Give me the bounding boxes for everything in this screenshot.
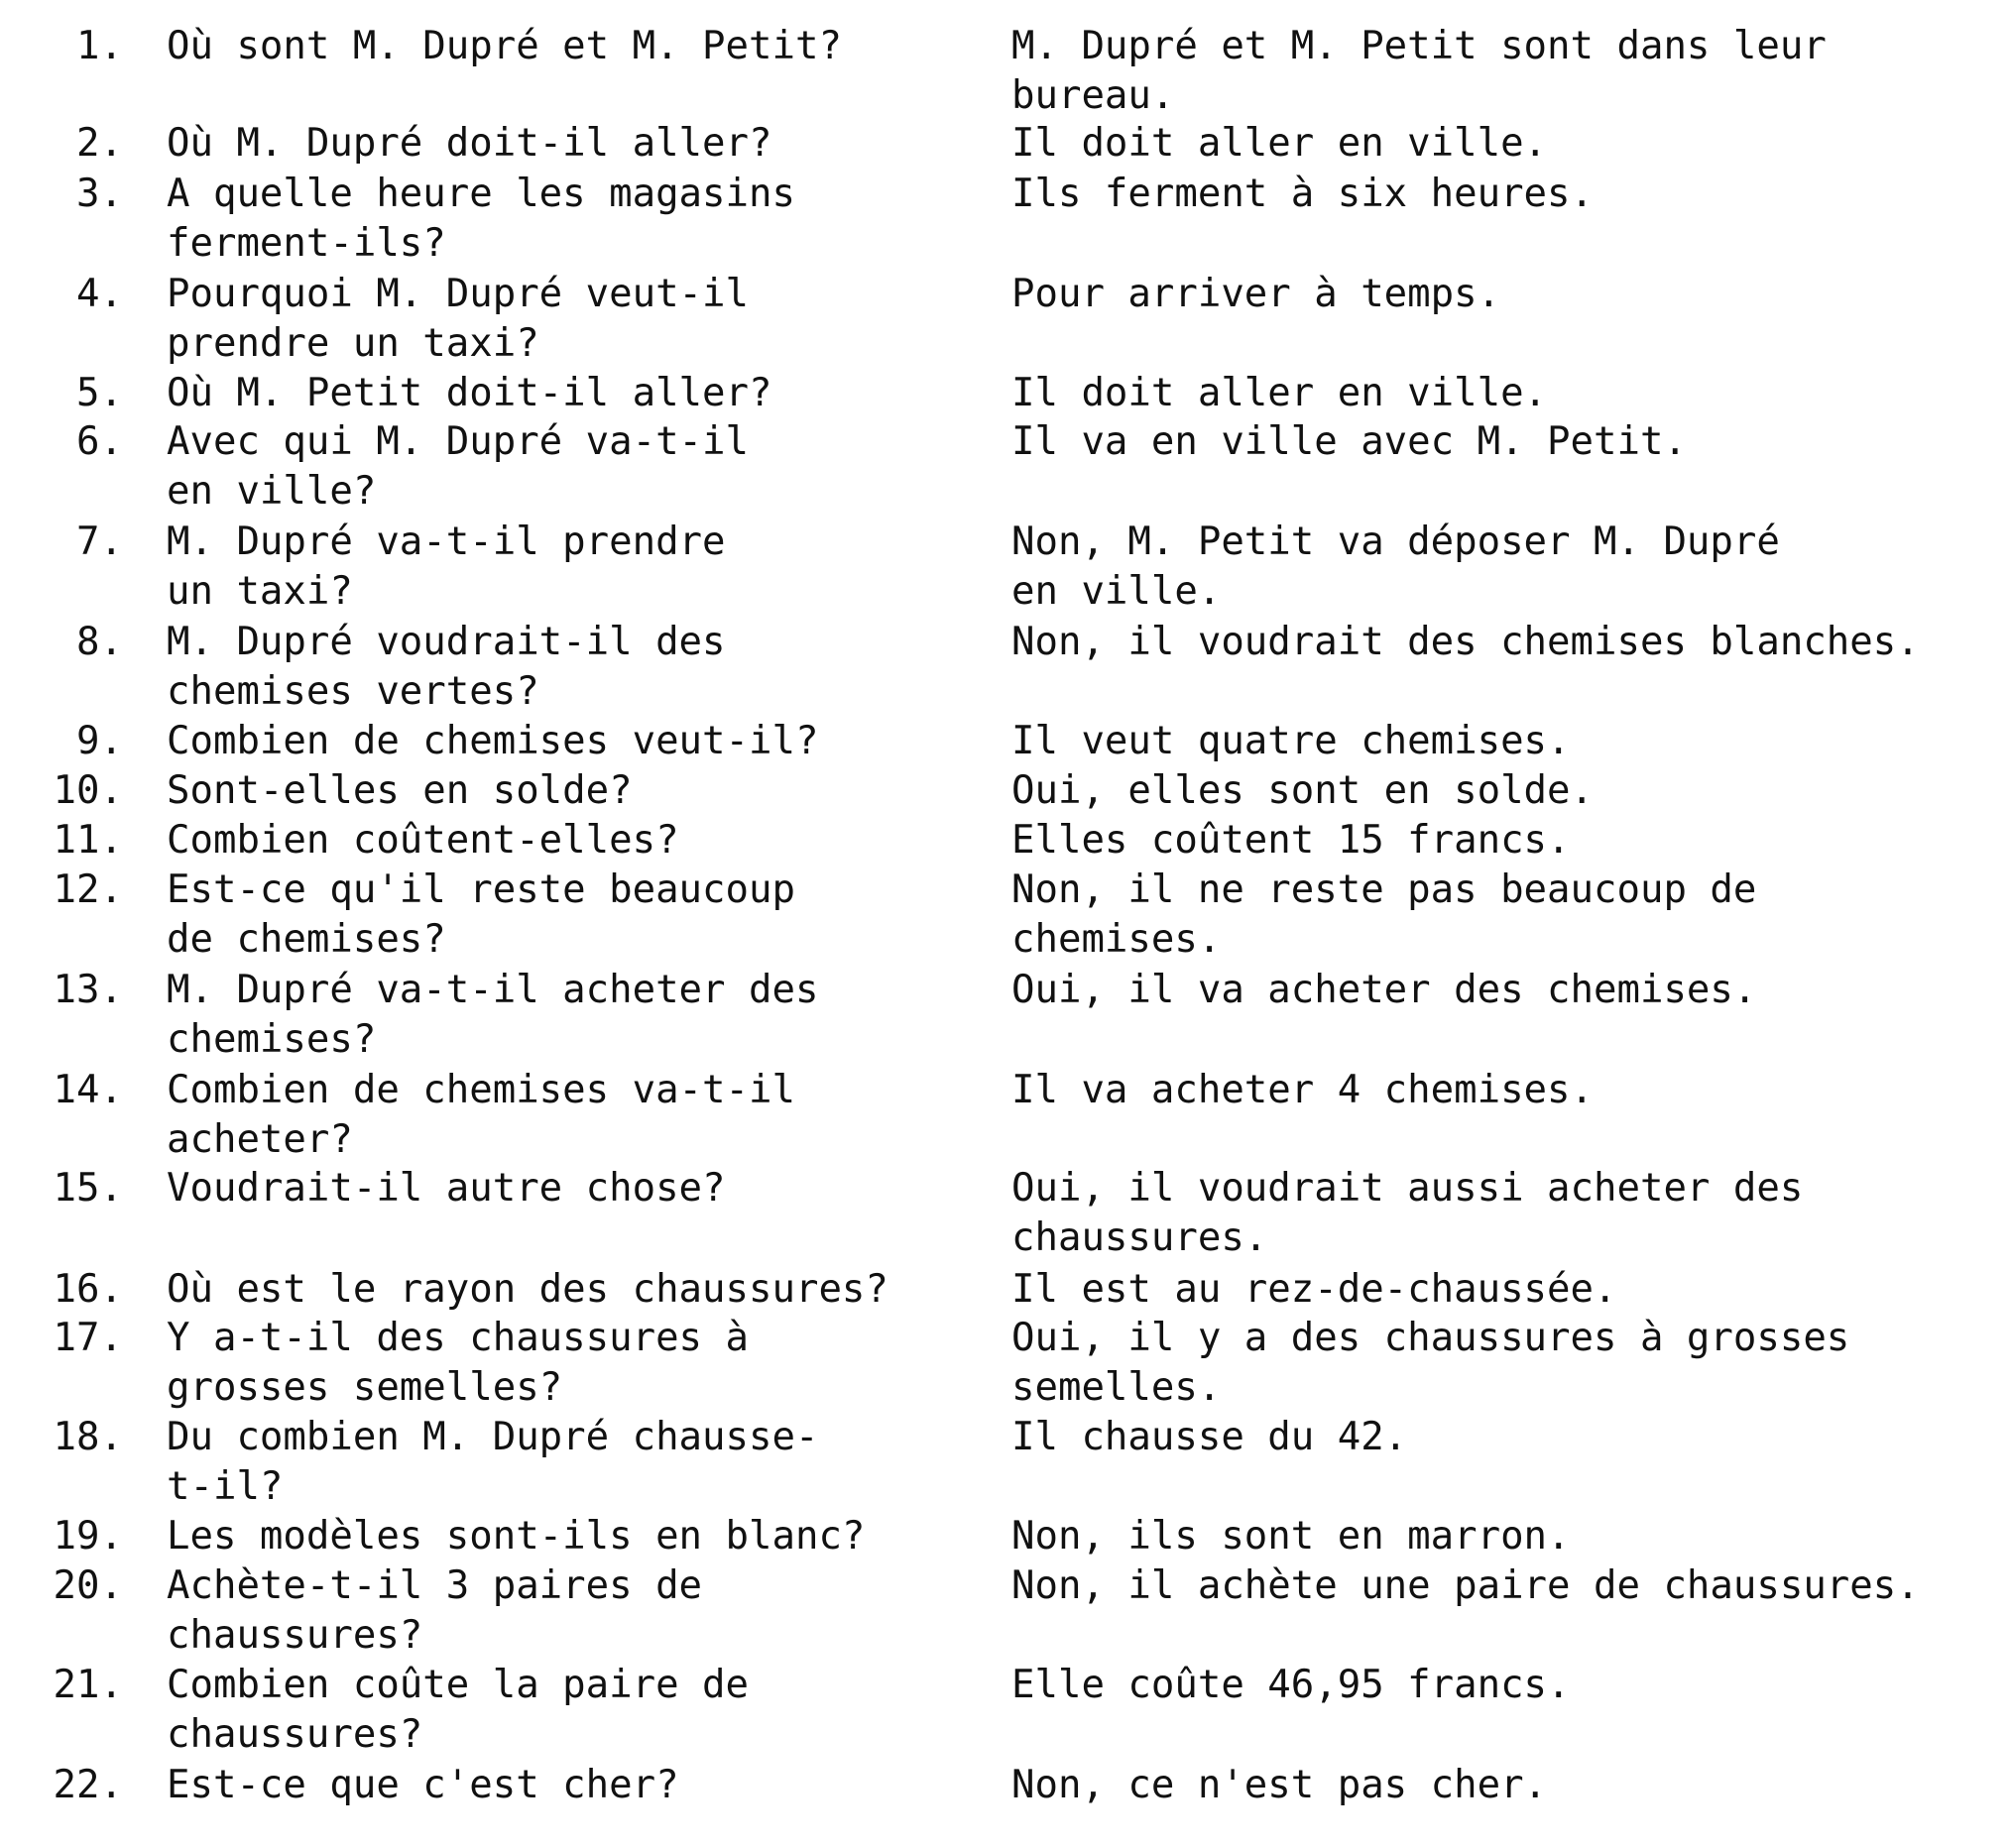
item-number: 16. [53,1267,123,1312]
question-text: Combien coûtent-elles? [167,818,679,863]
answer-text: Non, il achète une paire de chaussures. [1011,1563,1920,1608]
answer-text: Oui, il va acheter des chemises. [1011,968,1757,1012]
item-number: 10. [53,768,123,813]
item-number: 21. [53,1663,123,1707]
answer-text: Il doit aller en ville. [1011,371,1548,415]
question-text: Sont-elles en solde? [167,768,633,813]
answer-text: Pour arriver à temps. [1011,272,1501,316]
answer-text: Il va en ville avec M. Petit. [1011,419,1687,464]
question-text: Combien de chemises veut-il? [167,719,819,763]
question-text: M. Dupré va-t-il prendre un taxi? [167,520,726,614]
item-number: 18. [53,1415,123,1459]
question-text: Pourquoi M. Dupré veut-il prendre un taxi? [167,272,749,366]
item-number: 8. [76,620,123,664]
item-number: 9. [76,719,123,763]
question-text: Où est le rayon des chaussures? [167,1267,888,1312]
answer-text: Non, M. Petit va déposer M. Dupré en ville. [1011,520,1780,614]
question-text: Où M. Petit doit-il aller? [167,371,772,415]
answer-text: Oui, il y a des chaussures à grosses semelles. [1011,1316,1850,1410]
item-number: 15. [53,1166,123,1211]
question-text: Voudrait-il autre chose? [167,1166,726,1211]
question-text: Les modèles sont-ils en blanc? [167,1514,866,1559]
item-number: 1. [76,24,123,68]
answer-text: Elle coûte 46,95 francs. [1011,1663,1571,1707]
question-text: Achète-t-il 3 paires de chaussures? [167,1563,703,1658]
question-text: Combien de chemises va-t-il acheter? [167,1068,795,1162]
answer-text: Non, ils sont en marron. [1011,1514,1571,1559]
answer-text: Il veut quatre chemises. [1011,719,1571,763]
answer-text: Il est au rez-de-chaussée. [1011,1267,1617,1312]
item-number: 14. [53,1068,123,1112]
item-number: 2. [76,121,123,166]
item-number: 19. [53,1514,123,1559]
item-number: 12. [53,867,123,912]
answer-text: Non, ce n'est pas cher. [1011,1763,1548,1807]
answer-text: Elles coûtent 15 francs. [1011,818,1571,863]
answer-text: Non, il voudrait des chemises blanches. [1011,620,1920,664]
answer-text: Il va acheter 4 chemises. [1011,1068,1594,1112]
item-number: 5. [76,371,123,415]
item-number: 20. [53,1563,123,1608]
item-number: 17. [53,1316,123,1360]
item-number: 3. [76,172,123,216]
answer-text: M. Dupré et M. Petit sont dans leur bureau. [1011,24,1827,118]
item-number: 13. [53,968,123,1012]
question-text: Est-ce qu'il reste beaucoup de chemises? [167,867,795,962]
question-text: Est-ce que c'est cher? [167,1763,679,1807]
item-number: 22. [53,1763,123,1807]
item-number: 7. [76,520,123,564]
answer-text: Oui, elles sont en solde. [1011,768,1594,813]
item-number: 11. [53,818,123,863]
question-text: Du combien M. Dupré chausse- t-il? [167,1415,819,1509]
question-text: Combien coûte la paire de chaussures? [167,1663,749,1757]
answer-text: Oui, il voudrait aussi acheter des chaussures. [1011,1166,1804,1260]
item-number: 6. [76,419,123,464]
question-text: M. Dupré va-t-il acheter des chemises? [167,968,819,1062]
answer-text: Il doit aller en ville. [1011,121,1548,166]
question-text: Avec qui M. Dupré va-t-il en ville? [167,419,749,514]
answer-text: Ils ferment à six heures. [1011,172,1594,216]
question-text: Y a-t-il des chaussures à grosses semelles? [167,1316,749,1410]
question-text: Où sont M. Dupré et M. Petit? [167,24,842,68]
question-text: Où M. Dupré doit-il aller? [167,121,772,166]
item-number: 4. [76,272,123,316]
question-text: A quelle heure les magasins ferment-ils? [167,172,795,266]
question-text: M. Dupré voudrait-il des chemises vertes? [167,620,726,714]
answer-text: Il chausse du 42. [1011,1415,1408,1459]
answer-text: Non, il ne reste pas beaucoup de chemises. [1011,867,1757,962]
